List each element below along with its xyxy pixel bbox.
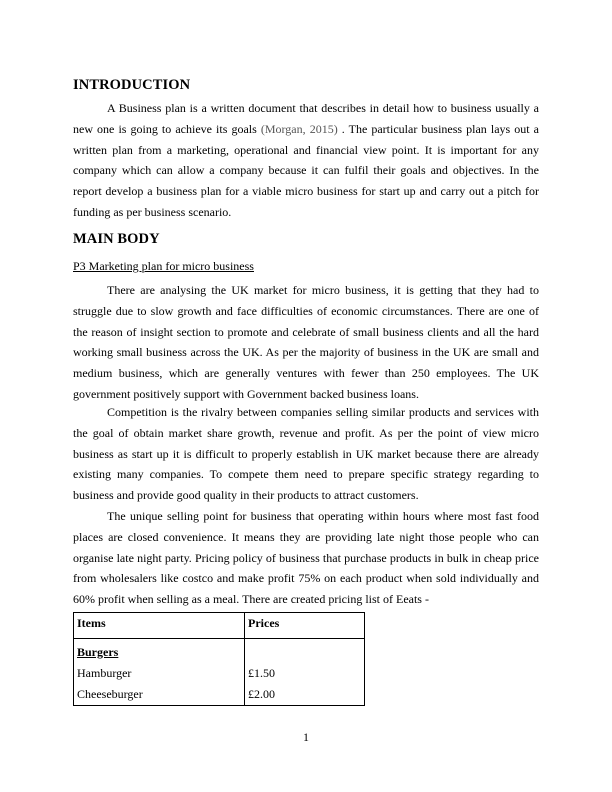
introduction-heading: INTRODUCTION (73, 77, 191, 93)
item-price: £1.50 (248, 666, 275, 680)
intro-text-end: . The particular business plan lays out a written plan from a marketing, operational and financial view point. It is important for any company which can allow a company because it can fulfil their goals and objectives. In the report develop a business plan for a viable micro business for start up and carry out a pitch for funding as per business scenario. (73, 121, 539, 219)
main-body-heading: MAIN BODY (73, 231, 160, 247)
marketing-plan-subheading: P3 Marketing plan for micro business (73, 259, 254, 273)
item-name: Hamburger (77, 666, 132, 680)
usp-pricing-paragraph: The unique selling point for business that operating within hours where most fast food places are closed convenience. It means they are providing late night those people who can organise late night party. Pricing policy of business that purchase products in bulk in cheap price from wholesalers like costco and make profit 75% on each product when sold individually and 60% profit when selling as a meal. There are created pricing list of Eeats - (73, 509, 539, 607)
intro-text-start: A Business plan is a written document that describes in detail how to business usually a new one is going to achieve its goals (73, 101, 539, 136)
introduction-paragraph (73, 98, 539, 223)
item-price: £2.00 (248, 687, 275, 701)
items-column-header: Items (74, 613, 245, 639)
page-number: 1 (303, 730, 309, 744)
market-analysis-paragraph: There are analysing the UK market for micro business, it is getting that they had to struggle due to slow growth and face difficulties of economic circumstances. There are one of the reason of insight section to promote and celebrate of small business clients and all the hard working small business across the UK. As per the majority of business in the UK are small and medium business, which are generally ventures with fewer than 250 employees. The UK government positively support with Government backed business loans. (73, 283, 539, 401)
prices-column-header: Prices (245, 613, 365, 639)
price-table-body-row (74, 639, 365, 706)
items-cell (74, 639, 245, 706)
prices-cell (245, 639, 365, 706)
item-name: Cheeseburger (77, 687, 143, 701)
burgers-category: Burgers (77, 645, 119, 659)
price-table-header-row (74, 613, 365, 639)
citation: (Morgan, 2015) (260, 121, 338, 136)
competition-paragraph: Competition is the rivalry between companies selling similar products and services with the goal of obtain market share growth, revenue and profit. As per the point of view micro business as start up it is difficult to properly establish in UK market because there are already existing many companies. To compete them need to prepare specific strategy regarding to business and provide good quality in their products to attract customers. (73, 405, 539, 503)
price-table (73, 612, 365, 706)
